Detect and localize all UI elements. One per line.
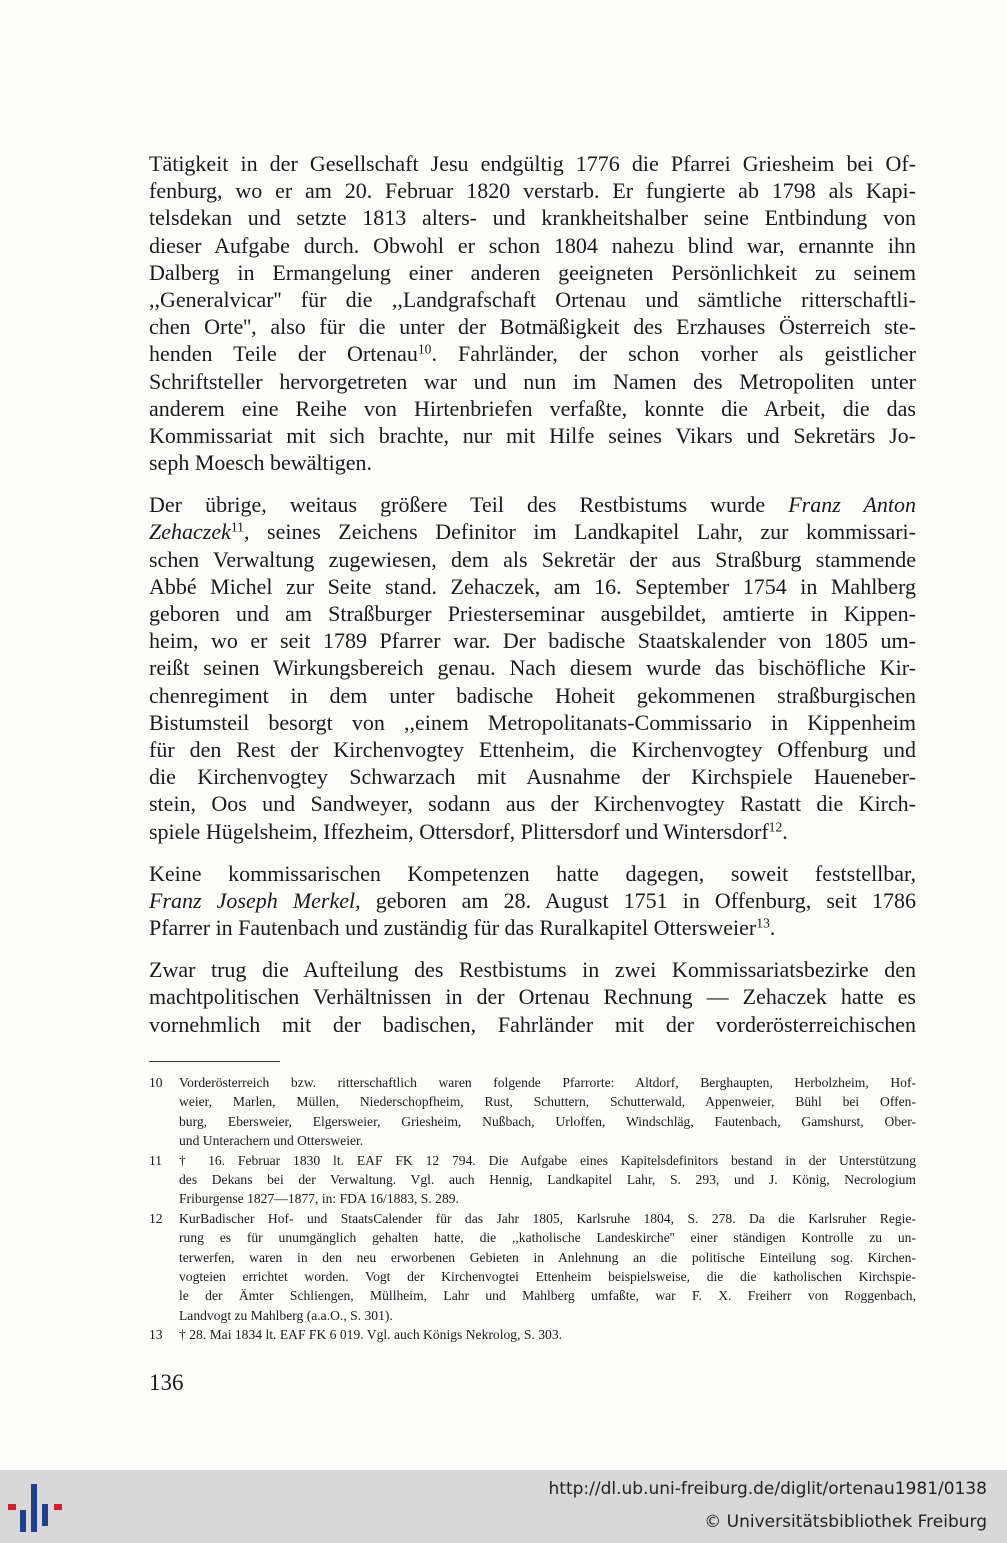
text-line: vornehmlich mit der badischen, Fahrländer mit der vorderösterreichischen [149, 1011, 916, 1037]
main-text [149, 150, 916, 1038]
paragraph [149, 860, 916, 942]
person-name: Zehaczek [149, 519, 231, 545]
footnote-line: Vorderösterreich bzw. ritterschaftlich waren folgende Pfarrorte: Altdorf, Berghaupten, Herbolzheim, Hof- [179, 1075, 916, 1090]
document-url-link[interactable]: http://dl.ub.uni-freiburg.de/diglit/ortenau1981/0138 [548, 1479, 987, 1499]
footnotes [149, 1073, 916, 1344]
text-segment: . Fahrländer, der schon vorher als geistlicher [431, 341, 916, 367]
text-line: Schriftsteller hervorgetreten war und nun im Namen des Metropoliten unter [149, 368, 916, 394]
footnote-line: weier, Marlen, Müllen, Niederschopfheim, Rust, Schuttern, Schutterwald, Appenweier, Bühl bei Offen- [179, 1094, 916, 1110]
footnote-ref[interactable]: 13 [756, 915, 770, 931]
text-line: stein, Oos und Sandweyer, sodann aus der Kirchenvogtey Rastatt die Kirch- [149, 791, 916, 817]
person-name: Franz Joseph Merkel, [149, 887, 361, 913]
text-line: Keine kommissarischen Kompetenzen hatte dagegen, soweit feststellbar, [149, 860, 916, 886]
footnote-line: und Unterachern und Ottersweier. [179, 1133, 364, 1149]
footnote-line: Friburgense 1827—1877, in: FDA 16/1883, S. 289. [179, 1191, 459, 1207]
text-line: Dalberg in Ermangelung einer anderen geeigneten Persönlichkeit zu seinem [149, 259, 916, 285]
viewer-footer [0, 1470, 1007, 1543]
footnote [149, 1209, 916, 1325]
footnote [149, 1151, 916, 1209]
text-line: Abbé Michel zur Seite stand. Zehaczek, am 16. September 1754 in Mahlberg [149, 573, 916, 599]
paragraph [149, 956, 916, 1038]
footnote-line: le der Ämter Schliengen, Müllheim, Lahr und Mahlberg umfaßte, war F. X. Freiherr von Roggenbach, [179, 1288, 916, 1304]
text-line [149, 518, 916, 545]
text-line: Bistumsteil besorgt von ,,einem Metropolitanats-Commissario in Kippenheim [149, 709, 916, 735]
person-name: Franz Anton [788, 492, 916, 518]
text-line [149, 491, 916, 518]
footnote [149, 1325, 916, 1344]
text-line: anderem eine Reihe von Hirtenbriefen verfaßte, konnte die Arbeit, die das [149, 395, 916, 421]
ub-freiburg-logo-icon[interactable] [6, 1480, 66, 1536]
text-line: dieser Aufgabe durch. Obwohl er schon 1804 nahezu blind war, ernannte ihn [149, 232, 916, 258]
text-line: schen Verwaltung zugewiesen, dem als Sekretär der aus Straßburg stammende [149, 546, 916, 572]
paragraph [149, 150, 916, 476]
footnote-number: 13 [149, 1327, 163, 1343]
text-line: chenregiment in dem unter badische Hoheit gekommenen straßburgischen [149, 682, 916, 708]
text-line: telsdekan und setzte 1813 alters- und krankheitshalber seine Entbindung von [149, 205, 916, 231]
text-line: ,,Generalvicar'' für die ,,Landgrafschaft Ortenau und sämtliche ritterschaftli- [149, 286, 916, 312]
footnote-ref[interactable]: 11 [230, 519, 244, 535]
text-line [149, 887, 916, 914]
text-segment: henden Teile der Ortenau [149, 341, 418, 367]
footnote-line: KurBadischer Hof- und StaatsCalender für das Jahr 1805, Karlsruhe 1804, S. 278. Da die Karlsruher Regie- [179, 1210, 916, 1226]
footnote-divider [149, 1061, 280, 1062]
text-line: seph Moesch bewältigen. [149, 450, 372, 476]
text-line: Tätigkeit in der Gesellschaft Jesu endgültig 1776 die Pfarrei Griesheim bei Of- [149, 151, 916, 176]
text-segment: Der übrige, weitaus größere Teil des Restbistums wurde [149, 492, 789, 518]
text-segment: . [782, 818, 788, 844]
footnote-line: des Dekans bei der Verwaltung. Vgl. auch Hennig, Landkapitel Lahr, S. 293, und J. König, Necrologium [179, 1171, 916, 1187]
text-line [149, 340, 916, 367]
text-line: Kommissariat mit sich brachte, nur mit Hilfe seines Vikars und Sekretärs Jo- [149, 422, 916, 448]
page-number: 136 [149, 1370, 184, 1395]
text-line [149, 914, 916, 941]
text-segment: Pfarrer in Fautenbach und zuständig für das Ruralkapitel Ottersweier [149, 915, 757, 941]
footnote-line: † 28. Mai 1834 lt. EAF FK 6 019. Vgl. auch Königs Nekrolog, S. 303. [179, 1327, 563, 1343]
text-line: reißt seinen Wirkungsbereich genau. Nach diesem wurde das bischöfliche Kir- [149, 655, 916, 681]
text-segment: spiele Hügelsheim, Iffezheim, Ottersdorf, Plittersdorf und Wintersdorf [149, 818, 769, 844]
copyright-text: © Universitätsbibliothek Freiburg [704, 1512, 987, 1532]
text-line: machtpolitischen Verhältnissen in der Ortenau Rechnung — Zehaczek hatte es [149, 984, 916, 1010]
paragraph [149, 491, 916, 844]
footnote-number: 10 [149, 1075, 163, 1090]
footnote-line: rung es für unumgänglich gehalten hatte, die ,,katholische Landeskirche'' einer ständigen Kontrolle zu un- [179, 1230, 916, 1246]
footnote-ref[interactable]: 10 [417, 341, 432, 357]
text-segment: , seines Zeichens Definitor im Landkapitel Lahr, zur kommissari- [243, 519, 916, 545]
footnote-line: Landvogt zu Mahlberg (a.a.O., S. 301). [179, 1307, 393, 1323]
footnote-number: 12 [149, 1210, 163, 1226]
text-line: geboren und am Straßburger Priesterseminar ausgebildet, amtierte in Kippen- [149, 601, 916, 626]
text-segment: . [769, 915, 776, 941]
text-line: heim, wo er seit 1789 Pfarrer war. Der badische Staatskalender von 1805 um- [149, 628, 916, 654]
text-line: die Kirchenvogtey Schwarzach mit Ausnahme der Kirchspiele Haueneber- [149, 764, 916, 790]
footnote-line: † 16. Februar 1830 lt. EAF FK 12 794. Die Aufgabe eines Kapitelsdefinitors bestand in der Unterstützung [179, 1152, 916, 1168]
footnote-number: 11 [149, 1152, 163, 1168]
text-line: chen Orte'', also für die unter der Botmäßigkeit des Erzhauses Österreich ste- [149, 314, 916, 340]
text-segment: geboren am 28. August 1751 in Offenburg, seit 1786 [360, 887, 916, 913]
footnote [149, 1073, 916, 1151]
text-line: Zwar trug die Aufteilung des Restbistums in zwei Kommissariatsbezirke den [149, 957, 916, 983]
footnote-ref[interactable]: 12 [768, 819, 783, 834]
text-line [149, 818, 916, 845]
footnote-line: vogteien errichtet worden. Vogt der Kirchenvogtei Ettenheim beispielsweise, die die katholischen Kirchspie- [179, 1268, 916, 1284]
text-line: für den Rest der Kirchenvogtey Ettenheim, die Kirchenvogtey Offenburg und [149, 736, 916, 762]
footnote-line: burg, Ebersweier, Elgersweier, Griesheim, Nußbach, Urloffen, Windschläg, Fautenbach, Gamshurst, Ober- [179, 1113, 916, 1129]
text-line: fenburg, wo er am 20. Februar 1820 verstarb. Er fungierte ab 1798 als Kapi- [149, 178, 916, 204]
footnote-line: terwerfen, waren in den neu erworbenen Gebieten in Anlehnung an die politische Einteilung sog. Kirchen- [179, 1249, 916, 1265]
